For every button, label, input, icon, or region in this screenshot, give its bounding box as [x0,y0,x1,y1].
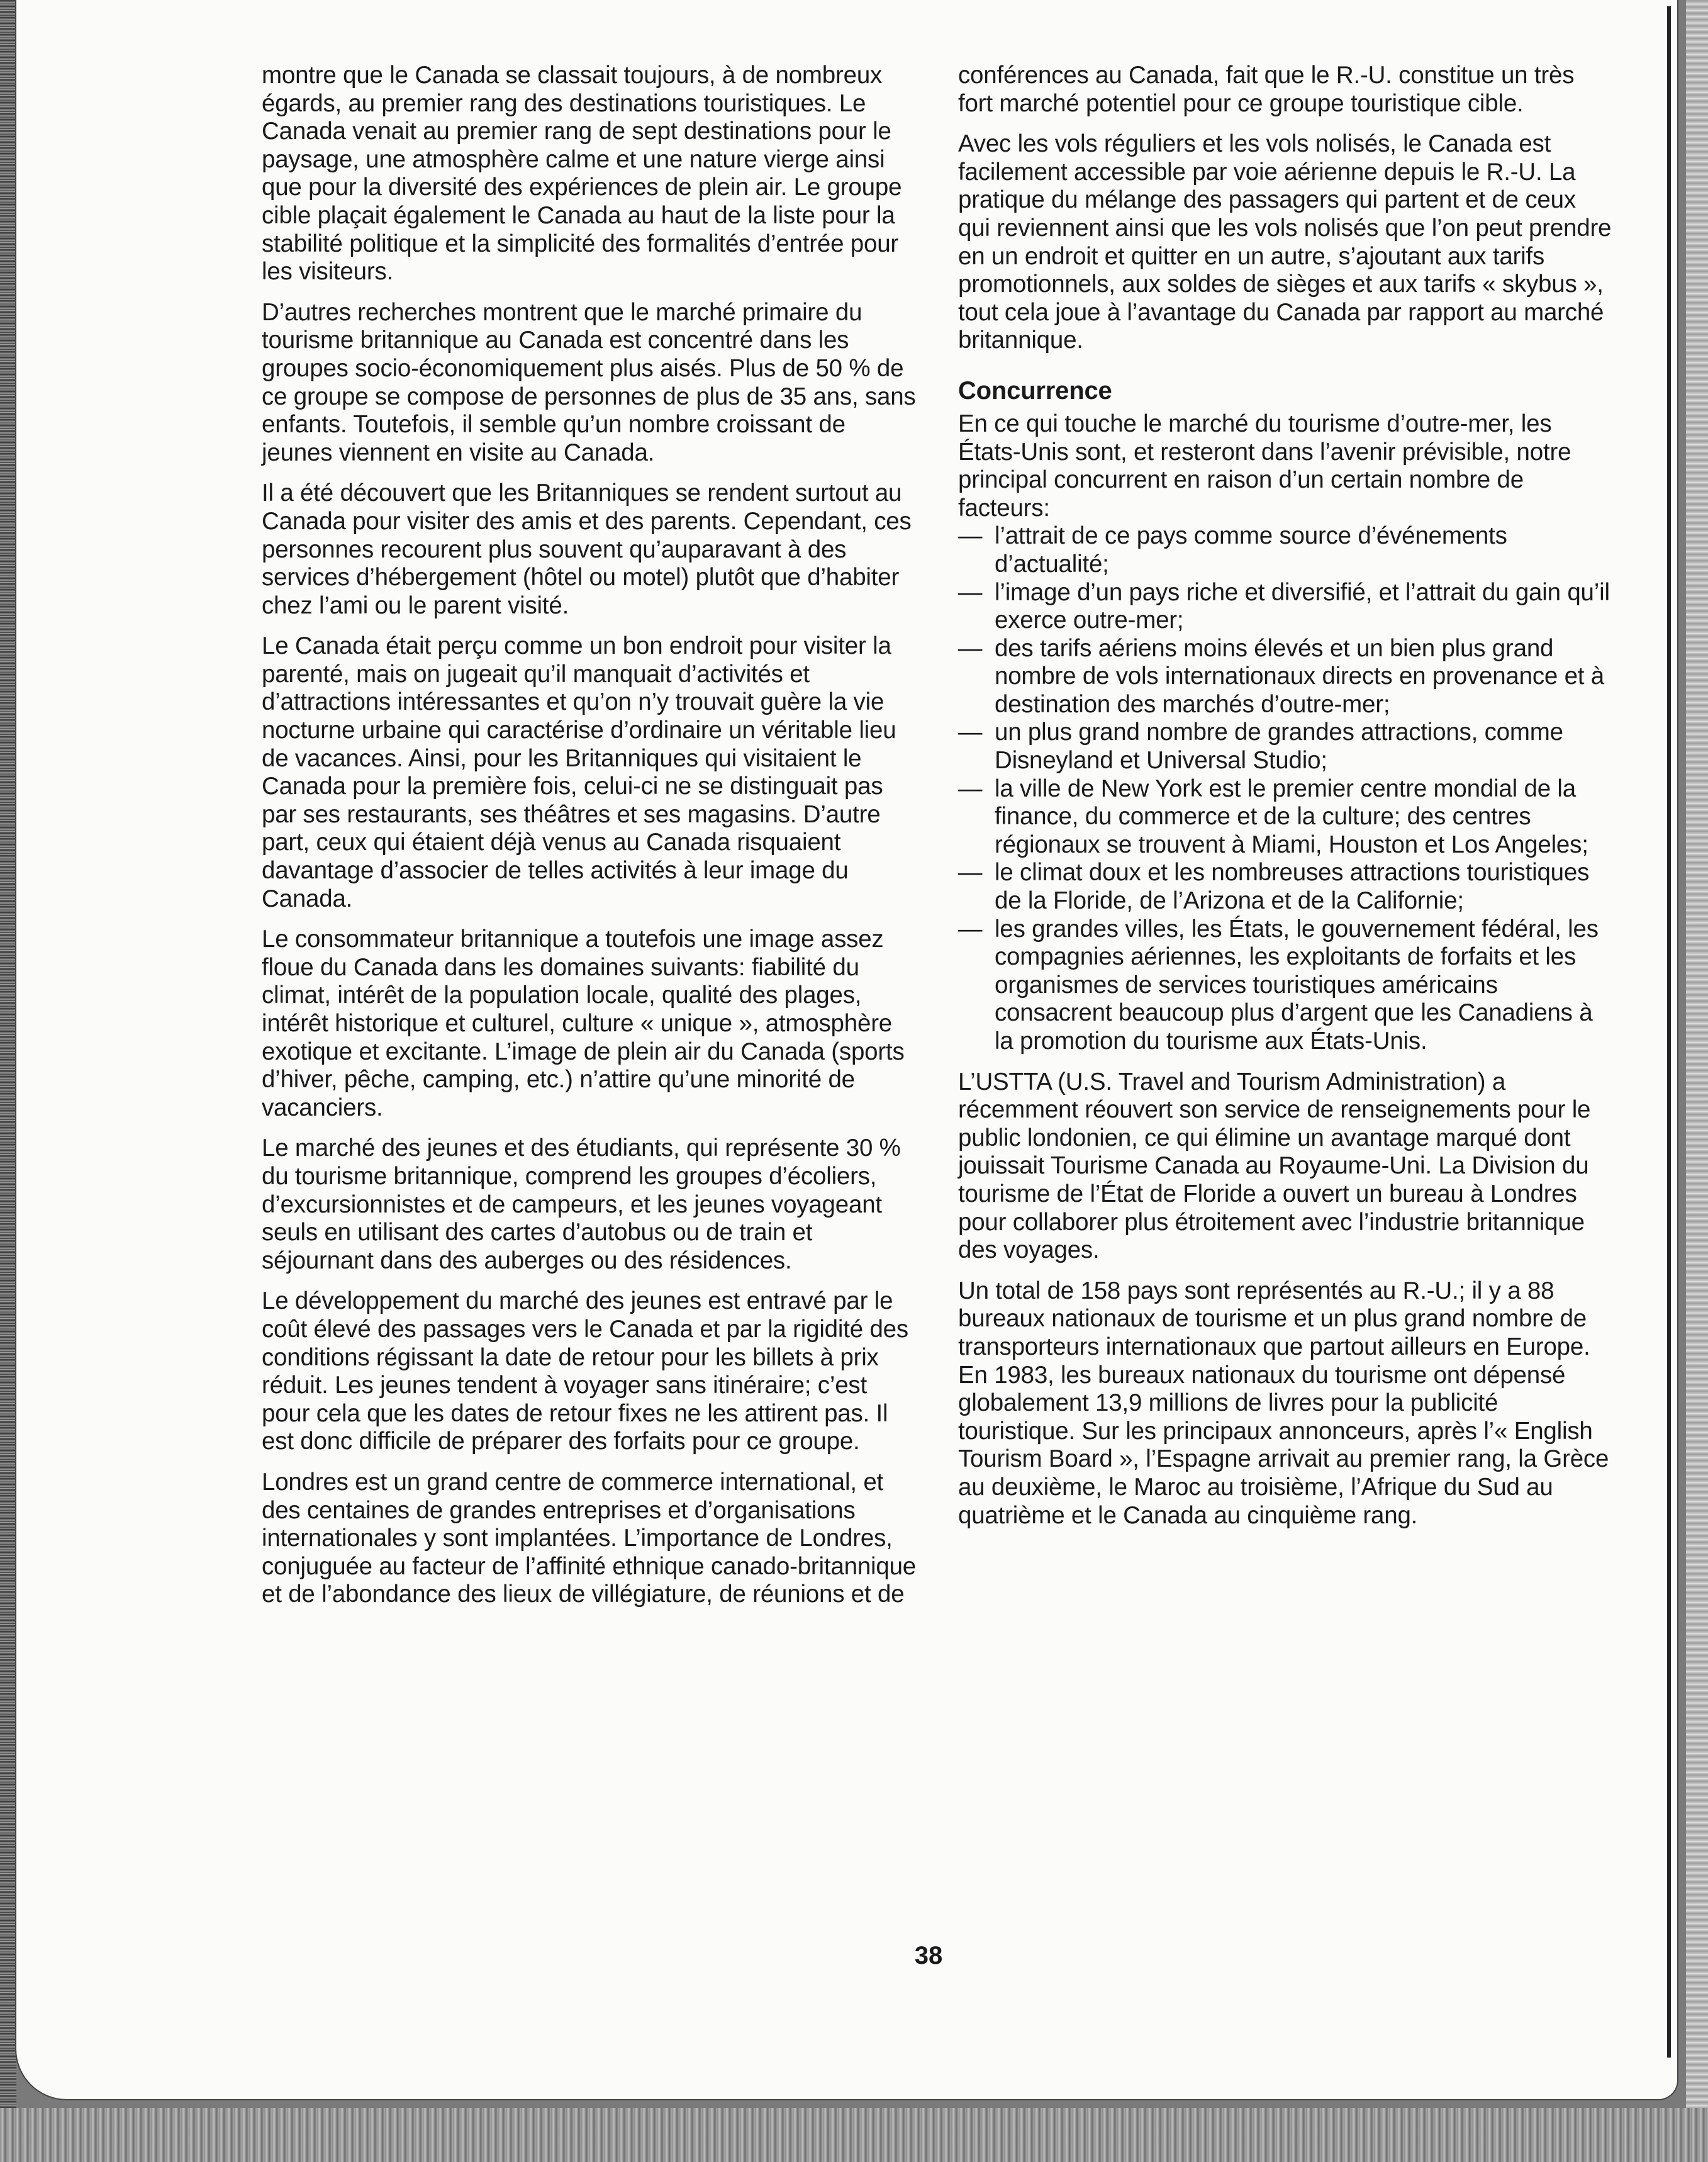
factors-list [958,522,1612,1055]
section-intro: En ce qui touche le marché du tourisme d’outre-mer, les États-Unis sont, et resteront dans l’avenir prévisible, notre principal concurrent en raison d’un certain nombre de facteurs: [958,410,1571,522]
list-item: — un plus grand nombre de grandes attractions, comme Disneyland et Universal Studio; [958,719,1612,775]
page-number: 38 [914,1942,943,1969]
paragraph: Il a été découvert que les Britanniques se rendent surtout au Canada pour visiter des amis et des parents. Cependant, ces personnes recourent plus souvent qu’auparavant à des services d’hébergement (hôtel ou motel) plutôt que d’habiter chez l’ami ou le parent visité. [262,479,912,619]
scan-edge-bottom [0,2108,1708,2162]
list-item: — l’attrait de ce pays comme source d’événements d’actualité; [958,522,1612,578]
scan-edge-right [1686,0,1708,2162]
paragraph: Le développement du marché des jeunes est entravé par le coût élevé des passages vers le Canada et par la rigidité des conditions régissant la date de retour pour les billets à prix réduit. Les jeunes tendent à voyager sans itinéraire; c’est pour cela que les dates de retour fixes ne les attirent pas. Il est donc difficile de préparer des forfaits pour ce groupe. [262,1287,908,1455]
paragraph: Avec les vols réguliers et les vols nolisés, le Canada est facilement accessible par voie aérienne depuis le R.-U. La pratique du mélange des passagers qui partent et de ceux qui reviennent ainsi que les vols nolisés que l’on peut prendre en un endroit et quitter en un autre, s’ajoutant aux tarifs promotionnels, aux soldes de sièges et aux tarifs « skybus », tout cela joue à l’avantage du Canada par rapport au marché britannique. [958,130,1612,354]
paragraph: Un total de 158 pays sont représentés au R.-U.; il y a 88 bureaux nationaux de tourisme et un plus grand nombre de transporteurs internationaux que partout ailleurs en Europe. En 1983, les bureaux nationaux du tourisme ont dépensé globalement 13,9 millions de livres pour la publicité touristique. Sur les principaux annonceurs, après l’« English Tourism Board », l’Espagne arrivait au premier rang, la Grèce au deuxième, le Maroc au troisième, l’Afrique du Sud au quatrième et le Canada au cinquième rang. [958,1277,1609,1529]
list-item: — des tarifs aériens moins élevés et un bien plus grand nombre de vols internationaux directs en provenance et à destination des marchés d’outre-mer; [958,635,1612,719]
left-column [262,62,916,1622]
list-item: — l’image d’un pays riche et diversifié, et l’attrait du gain qu’il exerce outre-mer; [958,579,1612,635]
paragraph: Le marché des jeunes et des étudiants, qui représente 30 % du tourisme britannique, comprend les groupes d’écoliers, d’excursionnistes et de campeurs, et les jeunes voyageant seuls en utilisant des cartes d’autobus ou de train et séjournant dans des auberges ou des résidences. [262,1134,901,1274]
list-item: — les grandes villes, les États, le gouvernement fédéral, les compagnies aériennes, les exploitants de forfaits et les organismes de services touristiques américains consacrent beaucoup plus d’argent que les Canadiens à la promotion du tourisme aux États-Unis. [958,916,1612,1056]
binding-rule [1667,6,1671,2058]
paragraph: Le Canada était perçu comme un bon endroit pour visiter la parenté, mais on jugeait qu’il manquait d’activités et d’attractions intéressantes et qu’on n’y trouvait guère la vie nocturne urbaine qui caractérise d’ordinaire un véritable lieu de vacances. Ainsi, pour les Britanniques qui visitaient le Canada pour la première fois, celui-ci ne se distinguait pas par ses restaurants, ses théâtres et ses magasins. D’autre part, ceux qui étaient déjà venus au Canada risquaient davantage d’associer de telles activités à leur image du Canada. [262,632,896,912]
document-page [16,0,1677,2099]
paragraph: conférences au Canada, fait que le R.-U. constitue un très fort marché potentiel pour ce groupe touristique cible. [958,62,1575,117]
list-item: — la ville de New York est le premier centre mondial de la finance, du commerce et de la culture; des centres régionaux se trouvent à Miami, Houston et Los Angeles; [958,775,1612,860]
right-column [958,62,1612,1542]
section-heading: Concurrence [958,376,1112,405]
scan-edge-left [0,0,16,2162]
paragraph: D’autres recherches montrent que le marché primaire du tourisme britannique au Canada est concentré dans les groupes socio-économiquement plus aisés. Plus de 50 % de ce groupe se compose de personnes de plus de 35 ans, sans enfants. Toutefois, il semble qu’un nombre croissant de jeunes viennent en visite au Canada. [262,298,916,466]
paragraph: L’USTTA (U.S. Travel and Tourism Administration) a récemment réouvert son service de renseignements pour le public londonien, ce qui élimine un avantage marqué dont jouissait Tourisme Canada au Royaume-Uni. La Division du tourisme de l’État de Floride a ouvert un bureau à Londres pour collaborer plus étroitement avec l’industrie britannique des voyages. [958,1068,1591,1264]
list-item: — le climat doux et les nombreuses attractions touristiques de la Floride, de l’Arizona et de la Californie; [958,859,1612,915]
paragraph: Le consommateur britannique a toutefois une image assez floue du Canada dans les domaines suivants: fiabilité du climat, intérêt de la population locale, qualité des plages, intérêt historique et culturel, culture « unique », atmosphère exotique et excitante. L’image de plein air du Canada (sports d’hiver, pêche, camping, etc.) n’attire qu’une minorité de vacanciers. [262,926,905,1121]
paragraph: Londres est un grand centre de commerce international, et des centaines de grandes entreprises et d’organisations internationales y sont implantées. L’importance de Londres, conjuguée au facteur de l’affinité ethnique canado-britannique et de l’abondance des lieux de villégiature, de réunions et de [262,1468,917,1608]
paragraph: montre que le Canada se classait toujours, à de nombreux égards, au premier rang des destinations touristiques. Le Canada venait au premier rang de sept destinations pour le paysage, une atmosphère calme et une nature vierge ainsi que pour la diversité des expériences de plein air. Le groupe cible plaçait également le Canada au haut de la liste pour la stabilité politique et la simplicité des formalités d’entrée pour les visiteurs. [262,62,902,286]
